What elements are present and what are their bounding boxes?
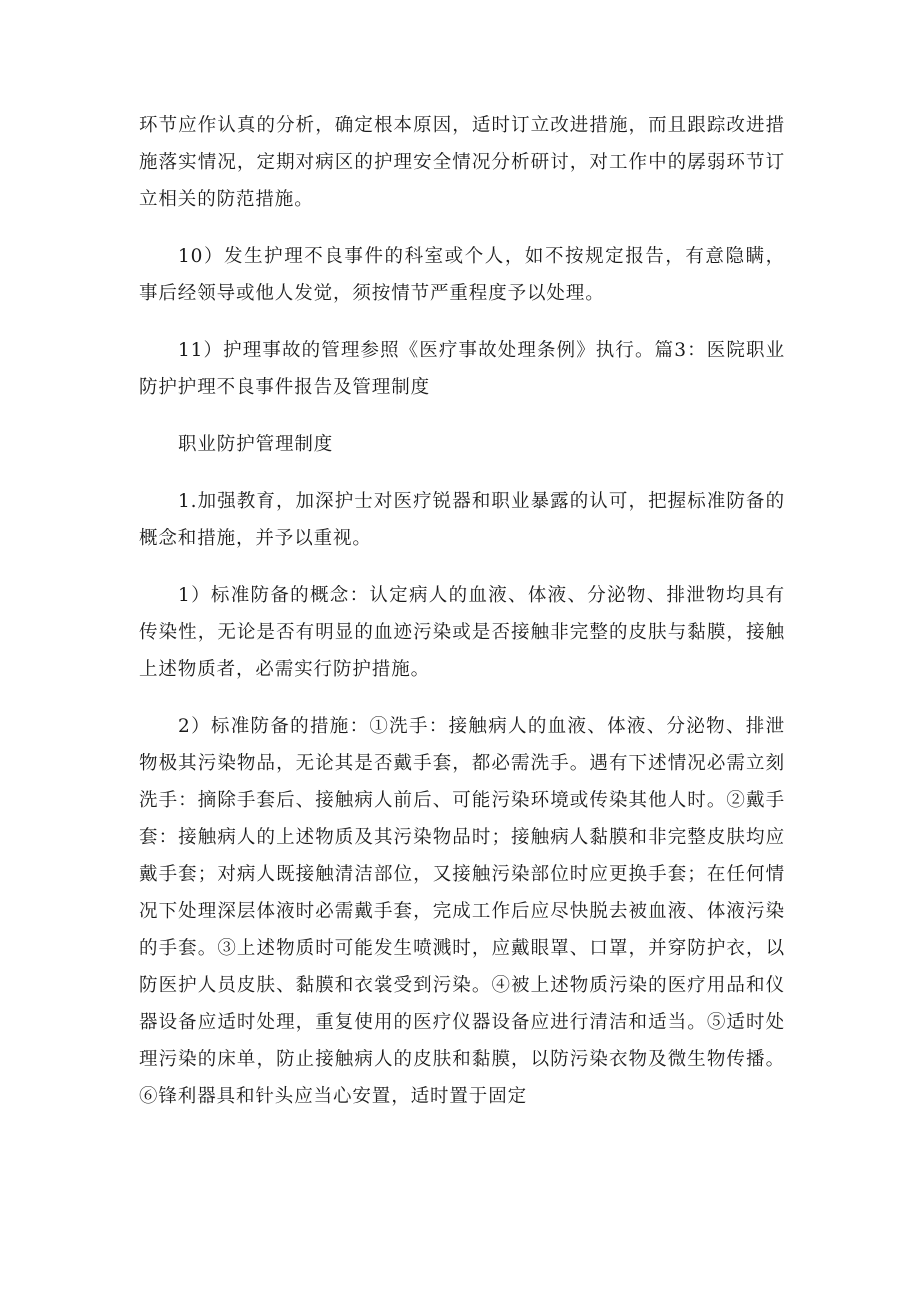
document-page xyxy=(139,107,785,1115)
paragraph-6: 2）标准防备的措施：①洗手：接触病人的血液、体液、分泌物、排泄物极其污染物品，无论其是否戴手套，都必需洗手。遇有下述情况必需立刻洗手：摘除手套后、接触病人前后、可能污染环境或传染其他人时。②戴手套：接触病人的上述物质及其污染物品时；接触病人黏膜和非完整皮肤均应戴手套；对病人既接触清洁部位，又接触污染部位时应更换手套；在任何情况下处理深层体液时必需戴手套，完成工作后应尽快脱去被血液、体液污染的手套。③上述物质时可能发生喷溅时，应戴眼罩、口罩，并穿防护衣，以防医护人员皮肤、黏膜和衣裳受到污染。④被上述物质污染的医疗用品和仪器设备应适时处理，重复使用的医疗仪器设备应进行清洁和适当。⑤适时处理污染的床单，防止接触病人的皮肤和黏膜，以防污染衣物及微生物传播。⑥锋利器具和针头应当心安置，适时置于固定 xyxy=(139,716,785,1107)
paragraph-4: 1.加强教育，加深护士对医疗锐器和职业暴露的认可，把握标准防备的概念和措施，并予以重视。 xyxy=(139,491,785,549)
paragraph-3: 11）护理事故的管理参照《医疗事故处理条例》执行。篇3：医院职业防护护理不良事件报告及管理制度 xyxy=(139,340,785,398)
paragraph-5: 1）标准防备的概念：认定病人的血液、体液、分泌物、排泄物均具有传染性，无论是否有明显的血迹污染或是否接触非完整的皮肤与黏膜，接触上述物质者，必需实行防护措施。 xyxy=(139,585,785,680)
paragraph-1: 环节应作认真的分析，确定根本原因，适时订立改进措施，而且跟踪改进措施落实情况，定期对病区的护理安全情况分析研讨，对工作中的孱弱环节订立相关的防范措施。 xyxy=(139,115,785,210)
section-heading: 职业防护管理制度 xyxy=(178,434,334,455)
paragraph-2: 10）发生护理不良事件的科室或个人，如不按规定报告，有意隐瞒，事后经领导或他人发觉，须按情节严重程度予以处理。 xyxy=(139,246,785,304)
